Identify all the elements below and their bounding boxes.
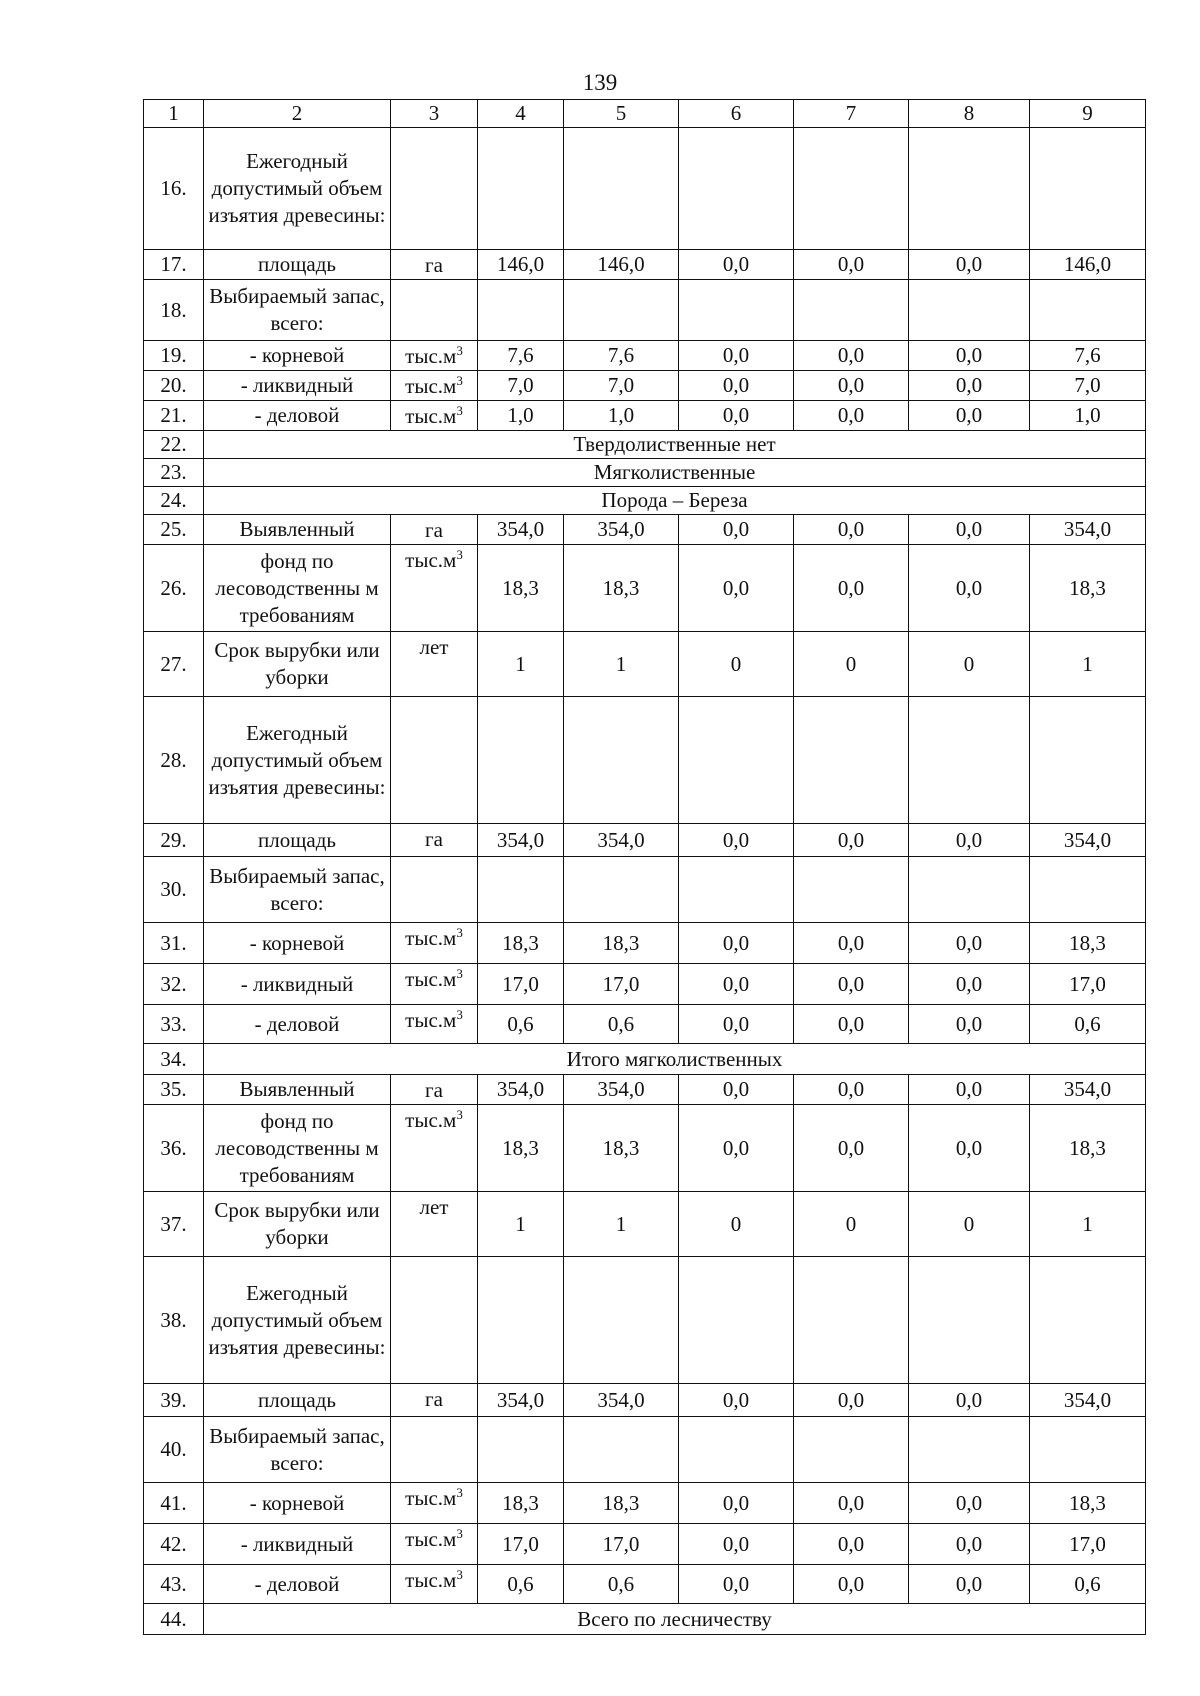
table-row — [144, 459, 1146, 487]
value-cell: 0,0 — [909, 545, 1030, 632]
value-cell: 0,6 — [478, 1005, 564, 1044]
value-cell — [478, 280, 564, 341]
indicator-label-cell: - корневой — [204, 923, 391, 964]
unit-text: га — [425, 1387, 443, 1411]
column-header: 2 — [204, 100, 391, 128]
value-cell: 0,0 — [679, 545, 794, 632]
unit-cell — [391, 1075, 478, 1105]
value-cell — [679, 1257, 794, 1384]
table-row — [144, 1604, 1146, 1635]
value-cell: 18,3 — [564, 1483, 679, 1524]
value-cell — [1030, 1257, 1146, 1384]
value-cell: 0 — [909, 632, 1030, 697]
table-row — [144, 1105, 1146, 1192]
table-row — [144, 341, 1146, 371]
section-title-cell: Твердолиственные нет — [204, 431, 1146, 459]
value-cell — [478, 1417, 564, 1483]
row-number-cell: 18. — [144, 280, 204, 341]
unit-text: га — [425, 253, 443, 277]
value-cell: 0,6 — [1030, 1005, 1146, 1044]
value-cell: 354,0 — [564, 1075, 679, 1105]
value-cell: 0,0 — [909, 1075, 1030, 1105]
value-cell: 17,0 — [1030, 964, 1146, 1005]
unit-cell — [391, 280, 478, 341]
indicator-label-cell: площадь — [204, 250, 391, 280]
value-cell: 146,0 — [564, 250, 679, 280]
unit-text: га — [425, 827, 443, 851]
value-cell: 0,0 — [679, 515, 794, 545]
row-number-cell: 41. — [144, 1483, 204, 1524]
table-row — [144, 1005, 1146, 1044]
indicator-label-cell: - деловой — [204, 1005, 391, 1044]
value-cell — [794, 857, 909, 923]
table-row — [144, 1483, 1146, 1524]
column-header: 5 — [564, 100, 679, 128]
table-row — [144, 923, 1146, 964]
table-row — [144, 1524, 1146, 1565]
value-cell: 0,0 — [909, 1565, 1030, 1604]
value-cell: 0,0 — [794, 515, 909, 545]
value-cell — [679, 280, 794, 341]
value-cell: 7,6 — [478, 341, 564, 371]
value-cell — [679, 857, 794, 923]
unit-cell — [391, 515, 478, 545]
row-number-cell: 31. — [144, 923, 204, 964]
unit-cell — [391, 697, 478, 824]
indicator-label-cell: Выявленный — [204, 515, 391, 545]
table-row — [144, 1565, 1146, 1604]
row-number-cell: 26. — [144, 545, 204, 632]
value-cell — [794, 128, 909, 250]
value-cell: 18,3 — [1030, 923, 1146, 964]
row-number-cell: 23. — [144, 459, 204, 487]
indicator-label-cell: фонд по лесоводственны м требованиям — [204, 1105, 391, 1192]
value-cell: 0,0 — [794, 923, 909, 964]
indicator-label-cell: фонд по лесоводственны м требованиям — [204, 545, 391, 632]
value-cell: 354,0 — [564, 1384, 679, 1417]
row-number-cell: 29. — [144, 824, 204, 857]
value-cell: 0,0 — [794, 401, 909, 431]
indicator-label-cell: - корневой — [204, 1483, 391, 1524]
value-cell: 0,0 — [679, 1075, 794, 1105]
unit-cell — [391, 923, 478, 964]
value-cell: 0,0 — [909, 1105, 1030, 1192]
unit-text: га — [425, 1078, 443, 1102]
row-number-cell: 19. — [144, 341, 204, 371]
value-cell: 0,0 — [909, 1005, 1030, 1044]
value-cell: 0,0 — [794, 1483, 909, 1524]
unit-text: тыс.м — [405, 404, 457, 428]
indicator-label-cell: - ликвидный — [204, 371, 391, 401]
table-row — [144, 964, 1146, 1005]
table-row — [144, 128, 1146, 250]
value-cell: 0,0 — [679, 1483, 794, 1524]
unit-text: тыс.м — [405, 1568, 457, 1592]
value-cell: 354,0 — [1030, 1075, 1146, 1105]
value-cell: 0,0 — [909, 371, 1030, 401]
value-cell: 0,0 — [794, 250, 909, 280]
value-cell: 0,0 — [679, 824, 794, 857]
unit-cell — [391, 1257, 478, 1384]
table-row — [144, 824, 1146, 857]
value-cell — [564, 1417, 679, 1483]
unit-cell — [391, 1192, 478, 1257]
section-title-cell: Всего по лесничеству — [204, 1604, 1146, 1635]
value-cell: 18,3 — [1030, 1105, 1146, 1192]
indicator-label-cell: - деловой — [204, 1565, 391, 1604]
unit-text: тыс.м — [405, 1008, 457, 1032]
value-cell: 0,0 — [909, 515, 1030, 545]
value-cell: 354,0 — [1030, 1384, 1146, 1417]
value-cell — [679, 1417, 794, 1483]
value-cell: 1 — [1030, 632, 1146, 697]
row-number-cell: 33. — [144, 1005, 204, 1044]
value-cell: 1 — [564, 1192, 679, 1257]
value-cell: 0,6 — [564, 1565, 679, 1604]
unit-cell — [391, 341, 478, 371]
value-cell: 7,6 — [1030, 341, 1146, 371]
table-row — [144, 1417, 1146, 1483]
table-row — [144, 250, 1146, 280]
value-cell: 0,0 — [794, 1384, 909, 1417]
row-number-cell: 24. — [144, 487, 204, 515]
value-cell: 0,0 — [679, 401, 794, 431]
value-cell: 0,0 — [794, 824, 909, 857]
indicator-label-cell: Ежегодный допустимый объем изъятия древесины: — [204, 128, 391, 250]
value-cell: 0,0 — [679, 1105, 794, 1192]
unit-text: тыс.м — [405, 926, 457, 950]
indicator-label-cell: Срок вырубки или уборки — [204, 1192, 391, 1257]
table-row — [144, 371, 1146, 401]
value-cell — [1030, 1417, 1146, 1483]
value-cell: 354,0 — [478, 1075, 564, 1105]
value-cell: 0,0 — [679, 250, 794, 280]
value-cell: 0 — [909, 1192, 1030, 1257]
row-number-cell: 22. — [144, 431, 204, 459]
section-title-cell: Порода – Береза — [204, 487, 1146, 515]
unit-superscript: 3 — [456, 403, 463, 418]
table-row — [144, 1192, 1146, 1257]
value-cell — [564, 280, 679, 341]
indicator-label-cell: Выявленный — [204, 1075, 391, 1105]
value-cell: 0,0 — [794, 1005, 909, 1044]
value-cell: 0,0 — [794, 1075, 909, 1105]
unit-cell — [391, 1524, 478, 1565]
value-cell: 17,0 — [1030, 1524, 1146, 1565]
row-number-cell: 27. — [144, 632, 204, 697]
table-row — [144, 431, 1146, 459]
value-cell: 1 — [1030, 1192, 1146, 1257]
table-row — [144, 1075, 1146, 1105]
value-cell: 0,0 — [909, 1524, 1030, 1565]
unit-text: тыс.м — [405, 1108, 457, 1132]
value-cell — [794, 1257, 909, 1384]
value-cell: 0,0 — [794, 1524, 909, 1565]
value-cell: 0,0 — [679, 1384, 794, 1417]
unit-text: лет — [419, 1195, 449, 1219]
value-cell: 0,0 — [794, 341, 909, 371]
value-cell: 18,3 — [478, 1105, 564, 1192]
section-title-cell: Мягколиственные — [204, 459, 1146, 487]
value-cell — [909, 857, 1030, 923]
value-cell: 354,0 — [564, 515, 679, 545]
value-cell: 18,3 — [478, 545, 564, 632]
value-cell: 354,0 — [1030, 515, 1146, 545]
value-cell: 0 — [794, 1192, 909, 1257]
table-row — [144, 545, 1146, 632]
value-cell: 7,0 — [1030, 371, 1146, 401]
unit-cell — [391, 371, 478, 401]
value-cell — [1030, 280, 1146, 341]
unit-cell — [391, 1483, 478, 1524]
row-number-cell: 43. — [144, 1565, 204, 1604]
unit-text: га — [425, 518, 443, 542]
column-header: 1 — [144, 100, 204, 128]
unit-superscript: 3 — [456, 966, 463, 981]
value-cell: 17,0 — [478, 964, 564, 1005]
value-cell — [564, 1257, 679, 1384]
table-row — [144, 515, 1146, 545]
row-number-cell: 44. — [144, 1604, 204, 1635]
column-header: 9 — [1030, 100, 1146, 128]
value-cell: 354,0 — [478, 1384, 564, 1417]
value-cell: 146,0 — [478, 250, 564, 280]
unit-cell — [391, 964, 478, 1005]
row-number-cell: 35. — [144, 1075, 204, 1105]
row-number-cell: 16. — [144, 128, 204, 250]
row-number-cell: 28. — [144, 697, 204, 824]
unit-cell — [391, 857, 478, 923]
unit-superscript: 3 — [456, 1107, 463, 1122]
value-cell: 0,0 — [909, 401, 1030, 431]
unit-cell — [391, 1005, 478, 1044]
value-cell — [1030, 857, 1146, 923]
unit-cell — [391, 1565, 478, 1604]
unit-text: лет — [419, 635, 449, 659]
value-cell: 0,0 — [679, 1524, 794, 1565]
unit-superscript: 3 — [456, 343, 463, 358]
row-number-cell: 32. — [144, 964, 204, 1005]
column-number-row — [144, 100, 1146, 128]
value-cell: 0 — [679, 632, 794, 697]
row-number-cell: 37. — [144, 1192, 204, 1257]
value-cell: 0,0 — [909, 824, 1030, 857]
unit-cell — [391, 545, 478, 632]
value-cell: 0 — [794, 632, 909, 697]
value-cell: 1 — [564, 632, 679, 697]
value-cell — [478, 697, 564, 824]
table-row — [144, 697, 1146, 824]
value-cell: 0,0 — [794, 371, 909, 401]
value-cell: 7,0 — [564, 371, 679, 401]
unit-text: тыс.м — [405, 967, 457, 991]
value-cell: 354,0 — [564, 824, 679, 857]
value-cell: 0,0 — [794, 1565, 909, 1604]
page-number: 139 — [582, 70, 618, 95]
value-cell — [909, 1417, 1030, 1483]
unit-superscript: 3 — [456, 373, 463, 388]
table-body — [144, 128, 1146, 1635]
value-cell: 17,0 — [478, 1524, 564, 1565]
value-cell — [679, 128, 794, 250]
value-cell: 0,0 — [909, 1483, 1030, 1524]
value-cell: 7,6 — [564, 341, 679, 371]
row-number-cell: 42. — [144, 1524, 204, 1565]
unit-cell — [391, 1384, 478, 1417]
row-number-cell: 21. — [144, 401, 204, 431]
table-row — [144, 401, 1146, 431]
value-cell: 1 — [478, 632, 564, 697]
table-row — [144, 1044, 1146, 1075]
unit-text: тыс.м — [405, 1486, 457, 1510]
value-cell: 7,0 — [478, 371, 564, 401]
value-cell — [564, 857, 679, 923]
value-cell: 1,0 — [564, 401, 679, 431]
indicator-label-cell: Выбираемый запас, всего: — [204, 280, 391, 341]
table-row — [144, 1384, 1146, 1417]
value-cell — [679, 697, 794, 824]
table-row — [144, 280, 1146, 341]
unit-superscript: 3 — [456, 547, 463, 562]
value-cell: 354,0 — [478, 824, 564, 857]
indicator-label-cell: Ежегодный допустимый объем изъятия древесины: — [204, 697, 391, 824]
row-number-cell: 39. — [144, 1384, 204, 1417]
row-number-cell: 20. — [144, 371, 204, 401]
row-number-cell: 30. — [144, 857, 204, 923]
unit-cell — [391, 250, 478, 280]
value-cell: 18,3 — [564, 923, 679, 964]
value-cell: 0,0 — [794, 964, 909, 1005]
row-number-cell: 36. — [144, 1105, 204, 1192]
value-cell: 18,3 — [478, 1483, 564, 1524]
value-cell: 146,0 — [1030, 250, 1146, 280]
value-cell: 0,0 — [909, 341, 1030, 371]
value-cell — [478, 857, 564, 923]
value-cell — [478, 128, 564, 250]
value-cell: 1,0 — [1030, 401, 1146, 431]
value-cell: 18,3 — [564, 1105, 679, 1192]
indicator-label-cell: - ликвидный — [204, 1524, 391, 1565]
value-cell: 0,0 — [909, 923, 1030, 964]
unit-cell — [391, 401, 478, 431]
indicator-label-cell: площадь — [204, 1384, 391, 1417]
value-cell: 0,0 — [794, 545, 909, 632]
value-cell: 0,0 — [679, 371, 794, 401]
value-cell: 18,3 — [1030, 545, 1146, 632]
value-cell: 0,0 — [679, 964, 794, 1005]
value-cell: 0,0 — [909, 250, 1030, 280]
value-cell: 1,0 — [478, 401, 564, 431]
value-cell — [909, 280, 1030, 341]
unit-text: тыс.м — [405, 1527, 457, 1551]
table-row — [144, 1257, 1146, 1384]
unit-cell — [391, 128, 478, 250]
value-cell — [909, 1257, 1030, 1384]
value-cell: 0,0 — [679, 923, 794, 964]
unit-cell — [391, 824, 478, 857]
unit-text: тыс.м — [405, 344, 457, 368]
unit-superscript: 3 — [456, 1526, 463, 1541]
value-cell: 18,3 — [478, 923, 564, 964]
indicator-label-cell: Выбираемый запас, всего: — [204, 857, 391, 923]
value-cell — [1030, 697, 1146, 824]
indicator-label-cell: Срок вырубки или уборки — [204, 632, 391, 697]
unit-cell — [391, 1105, 478, 1192]
indicator-label-cell: - корневой — [204, 341, 391, 371]
value-cell: 0,6 — [564, 1005, 679, 1044]
column-header: 6 — [679, 100, 794, 128]
unit-superscript: 3 — [456, 1567, 463, 1582]
row-number-cell: 40. — [144, 1417, 204, 1483]
value-cell — [909, 697, 1030, 824]
value-cell: 0,6 — [478, 1565, 564, 1604]
value-cell: 18,3 — [1030, 1483, 1146, 1524]
indicator-label-cell: - ликвидный — [204, 964, 391, 1005]
table-row — [144, 857, 1146, 923]
value-cell — [794, 697, 909, 824]
value-cell: 0,0 — [909, 964, 1030, 1005]
unit-cell — [391, 632, 478, 697]
indicator-label-cell: площадь — [204, 824, 391, 857]
value-cell: 18,3 — [564, 545, 679, 632]
indicator-label-cell: - деловой — [204, 401, 391, 431]
indicator-label-cell: Ежегодный допустимый объем изъятия древесины: — [204, 1257, 391, 1384]
column-header: 3 — [391, 100, 478, 128]
forest-data-table — [143, 99, 1146, 1635]
value-cell: 1 — [478, 1192, 564, 1257]
value-cell — [564, 128, 679, 250]
unit-text: тыс.м — [405, 548, 457, 572]
row-number-cell: 25. — [144, 515, 204, 545]
value-cell: 354,0 — [478, 515, 564, 545]
row-number-cell: 17. — [144, 250, 204, 280]
value-cell — [564, 697, 679, 824]
value-cell: 0,6 — [1030, 1565, 1146, 1604]
value-cell: 354,0 — [1030, 824, 1146, 857]
value-cell: 0,0 — [679, 1005, 794, 1044]
value-cell: 0,0 — [909, 1384, 1030, 1417]
table-row — [144, 632, 1146, 697]
table-row — [144, 487, 1146, 515]
column-header: 8 — [909, 100, 1030, 128]
value-cell: 0,0 — [794, 1105, 909, 1192]
column-header: 4 — [478, 100, 564, 128]
value-cell: 0,0 — [679, 1565, 794, 1604]
unit-superscript: 3 — [456, 1485, 463, 1500]
value-cell: 17,0 — [564, 1524, 679, 1565]
unit-superscript: 3 — [456, 1007, 463, 1022]
value-cell — [909, 128, 1030, 250]
value-cell — [478, 1257, 564, 1384]
unit-cell — [391, 1417, 478, 1483]
indicator-label-cell: Выбираемый запас, всего: — [204, 1417, 391, 1483]
column-header: 7 — [794, 100, 909, 128]
value-cell: 0,0 — [679, 341, 794, 371]
unit-superscript: 3 — [456, 925, 463, 940]
row-number-cell: 34. — [144, 1044, 204, 1075]
value-cell — [794, 1417, 909, 1483]
value-cell — [794, 280, 909, 341]
value-cell: 0 — [679, 1192, 794, 1257]
value-cell — [1030, 128, 1146, 250]
unit-text: тыс.м — [405, 374, 457, 398]
value-cell: 17,0 — [564, 964, 679, 1005]
row-number-cell: 38. — [144, 1257, 204, 1384]
section-title-cell: Итого мягколиственных — [204, 1044, 1146, 1075]
